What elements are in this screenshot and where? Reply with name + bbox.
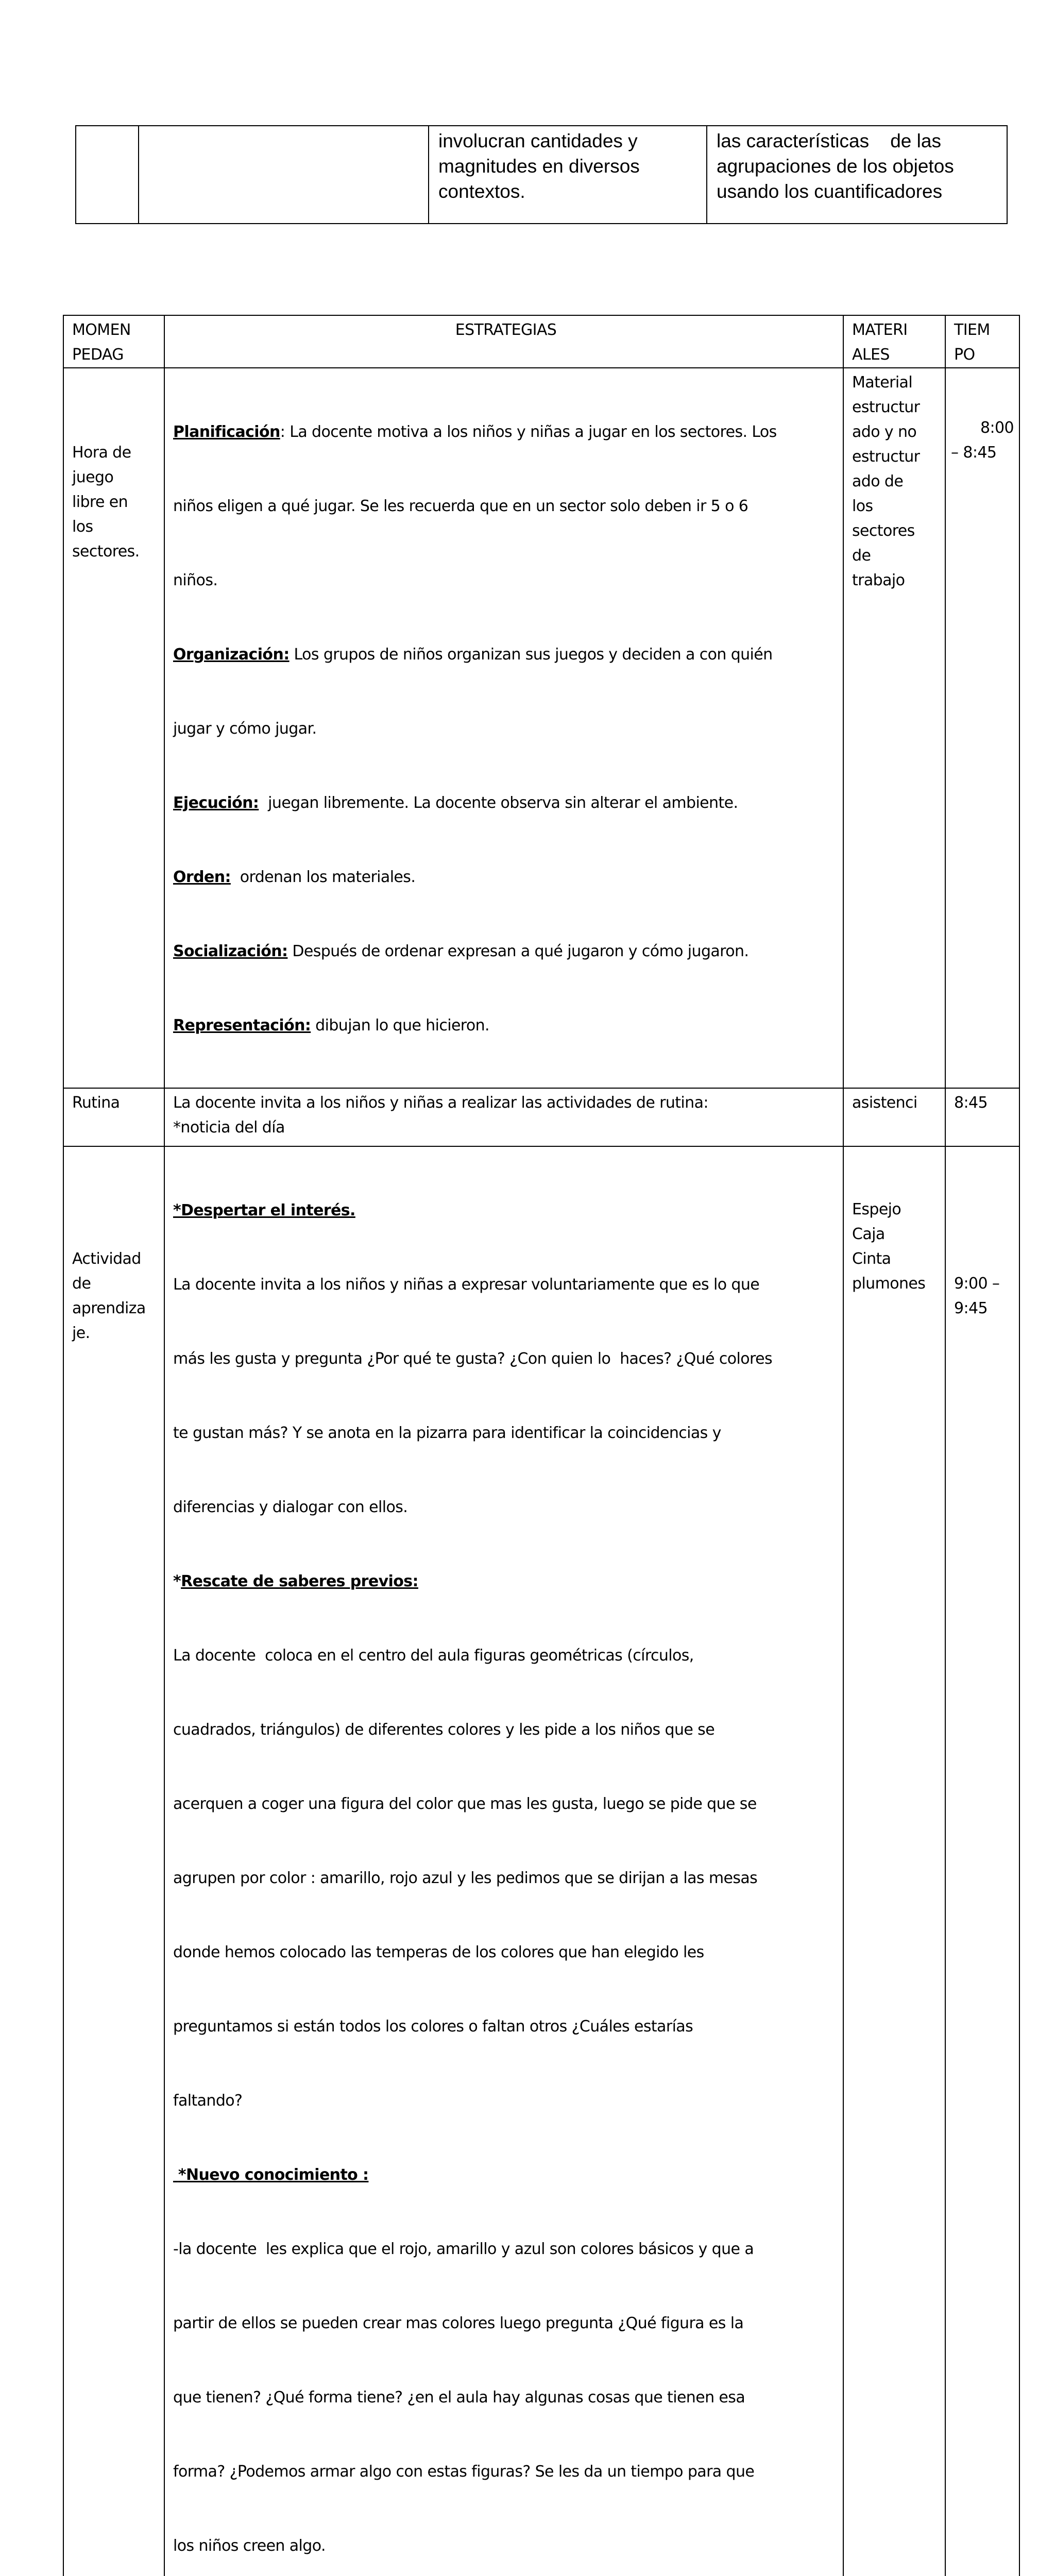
planificacion-item xyxy=(173,420,839,445)
text-line: de xyxy=(72,1275,91,1293)
text-line: 8:45 xyxy=(954,1094,988,1112)
text-line: ado y no xyxy=(852,423,917,441)
section-heading: Rescate de saberes previos: xyxy=(181,1572,418,1590)
estrategias-actividad xyxy=(164,1146,843,2576)
text-line: niños eligen a qué jugar. Se les recuerda que en un sector solo deben ir 5 o 6 xyxy=(173,497,748,515)
item-label: Ejecución: xyxy=(173,794,259,812)
text-line: los niños creen algo. xyxy=(173,2537,326,2555)
item-label: Organización: xyxy=(173,646,290,664)
materiales-hora-juego xyxy=(843,368,945,1088)
text-line: los xyxy=(72,518,93,536)
item-text: juegan libremente. La docente observa sin alterar el ambiente. xyxy=(259,794,738,812)
text-line: los xyxy=(852,497,873,515)
strategies-table xyxy=(63,315,1020,2576)
momento-hora-juego xyxy=(63,368,164,1088)
star-mark: * xyxy=(173,1572,181,1590)
text-line: Rutina xyxy=(72,1094,120,1112)
text-line: partir de ellos se pueden crear mas colores luego pregunta ¿Qué figura es la xyxy=(173,2314,744,2332)
estrategias-hora-juego xyxy=(164,368,843,1088)
text-line: involucran cantidades y xyxy=(438,130,638,151)
text-line: magnitudes en diversos xyxy=(438,156,640,177)
text-line: juego xyxy=(72,468,114,486)
top-table xyxy=(75,125,1008,224)
text-line: de xyxy=(852,547,871,565)
header-tiempo xyxy=(945,315,1019,368)
top-cell-4 xyxy=(707,126,1007,224)
item-sep: : xyxy=(280,423,285,441)
text-line: asistenci xyxy=(852,1094,917,1112)
header-text: TIEM xyxy=(954,321,990,339)
top-table-row xyxy=(76,126,1007,224)
item-text: Después de ordenar expresan a qué jugaron y cómo jugaron. xyxy=(287,942,749,960)
momento-rutina xyxy=(63,1088,164,1146)
text-line: contextos. xyxy=(438,181,525,202)
momento-actividad xyxy=(63,1146,164,2576)
item-text: Los grupos de niños organizan sus juegos y deciden a con quién xyxy=(289,646,773,664)
item-text: La docente motiva a los niños y niñas a jugar en los sectores. Los xyxy=(285,423,777,441)
text-line: niños. xyxy=(173,571,218,589)
text-line: La docente coloca en el centro del aula figuras geométricas (círculos, xyxy=(173,1647,694,1665)
text-line: sectores xyxy=(852,522,915,540)
header-text: PO xyxy=(954,346,975,364)
text-line: preguntamos si están todos los colores o faltan otros ¿Cuáles estarías xyxy=(173,2018,693,2036)
text-line: Actividad xyxy=(72,1250,141,1268)
item-label: Socialización: xyxy=(173,942,288,960)
text-line: estructur xyxy=(852,398,920,416)
row-rutina xyxy=(63,1088,1019,1146)
text-line: cuadrados, triángulos) de diferentes colores y les pide a los niños que se xyxy=(173,1721,715,1739)
text-line: – 8:45 xyxy=(951,444,997,462)
item-text: dibujan lo que hicieron. xyxy=(311,1016,489,1035)
item-label: Orden: xyxy=(173,868,231,886)
text-line: que tienen? ¿Qué forma tiene? ¿en el aula hay algunas cosas que tienen esa xyxy=(173,2388,745,2406)
ejecucion-item xyxy=(173,791,839,816)
header-materiales xyxy=(843,315,945,368)
text-line: donde hemos colocado las temperas de los colores que han elegido les xyxy=(173,1943,704,1961)
organizacion-item xyxy=(173,642,839,667)
top-cell-1 xyxy=(76,126,139,224)
text-line: ado de xyxy=(852,472,904,490)
item-text: ordenan los materiales. xyxy=(230,868,416,886)
text-line: usando los cuantificadores xyxy=(717,181,943,202)
text-line: trabajo xyxy=(852,571,905,589)
header-estrategias xyxy=(164,315,843,368)
text-line: faltando? xyxy=(173,2092,243,2110)
text-line: La docente invita a los niños y niñas a expresar voluntariamente que es lo que xyxy=(173,1276,760,1294)
header-momento xyxy=(63,315,164,368)
text-line: acerquen a coger una figura del color que mas les gusta, luego se pide que se xyxy=(173,1795,757,1813)
section-heading: *Despertar el interés. xyxy=(173,1201,355,1219)
representacion-item xyxy=(173,1013,839,1038)
text-line: más les gusta y pregunta ¿Por qué te gusta? ¿Con quien lo haces? ¿Qué colores xyxy=(173,1350,773,1368)
text-line: Hora de xyxy=(72,444,131,462)
text-line: aprendiza xyxy=(72,1299,146,1317)
header-text: MATERI xyxy=(852,321,908,339)
text-line: -la docente les explica que el rojo, amarillo y azul son colores básicos y que a xyxy=(173,2240,754,2258)
text-line: La docente invita a los niños y niñas a realizar las actividades de rutina: xyxy=(173,1094,708,1112)
text-line: plumones xyxy=(852,1275,926,1293)
text-line: agrupen por color : amarillo, rojo azul y les pedimos que se dirijan a las mesas xyxy=(173,1869,758,1887)
item-label: Planificación xyxy=(173,423,280,441)
text-line: Caja xyxy=(852,1225,885,1243)
text-line: diferencias y dialogar con ellos. xyxy=(173,1498,408,1516)
text-line: libre en xyxy=(72,493,128,511)
text-line: Material xyxy=(852,374,913,392)
text-line: *noticia del día xyxy=(173,1118,285,1137)
text-line: 9:45 xyxy=(954,1299,988,1317)
header-text: PEDAG xyxy=(72,346,124,364)
top-cell-4-text xyxy=(707,126,1007,204)
text-line: te gustan más? Y se anota en la pizarra para identificar la coincidencias y xyxy=(173,1424,721,1442)
top-cell-3-text xyxy=(429,126,706,204)
socializacion-item xyxy=(173,939,839,964)
item-label: Representación: xyxy=(173,1016,311,1035)
text-line: forma? ¿Podemos armar algo con estas figuras? Se les da un tiempo para que xyxy=(173,2463,755,2481)
text-line: je. xyxy=(72,1324,90,1342)
text-line: estructur xyxy=(852,448,920,466)
text-line: sectores. xyxy=(72,543,140,561)
materiales-actividad xyxy=(843,1146,945,2576)
estrategias-rutina xyxy=(164,1088,843,1146)
orden-item xyxy=(173,865,839,890)
materiales-rutina xyxy=(843,1088,945,1146)
row-hora-juego xyxy=(63,368,1019,1088)
text-line: Espejo xyxy=(852,1200,901,1218)
top-cell-3 xyxy=(429,126,707,224)
row-actividad xyxy=(63,1146,1019,2576)
section-heading-rescate xyxy=(173,1569,839,1594)
text-line: 9:00 – xyxy=(954,1275,1000,1293)
header-text: ESTRATEGIAS xyxy=(455,321,557,339)
tiempo-rutina xyxy=(945,1088,1019,1146)
text-line: Cinta xyxy=(852,1250,891,1268)
text-line: las características de las xyxy=(717,130,941,151)
text-line: jugar y cómo jugar. xyxy=(173,720,317,738)
text-line: 8:00 xyxy=(980,419,1014,437)
top-cell-2 xyxy=(139,126,429,224)
tiempo-hora-juego xyxy=(945,368,1019,1088)
header-row xyxy=(63,315,1019,368)
header-text: MOMEN xyxy=(72,321,131,339)
header-text: ALES xyxy=(852,346,890,364)
text-line: agrupaciones de los objetos xyxy=(717,156,954,177)
section-heading: *Nuevo conocimiento : xyxy=(173,2166,369,2184)
tiempo-actividad xyxy=(945,1146,1019,2576)
